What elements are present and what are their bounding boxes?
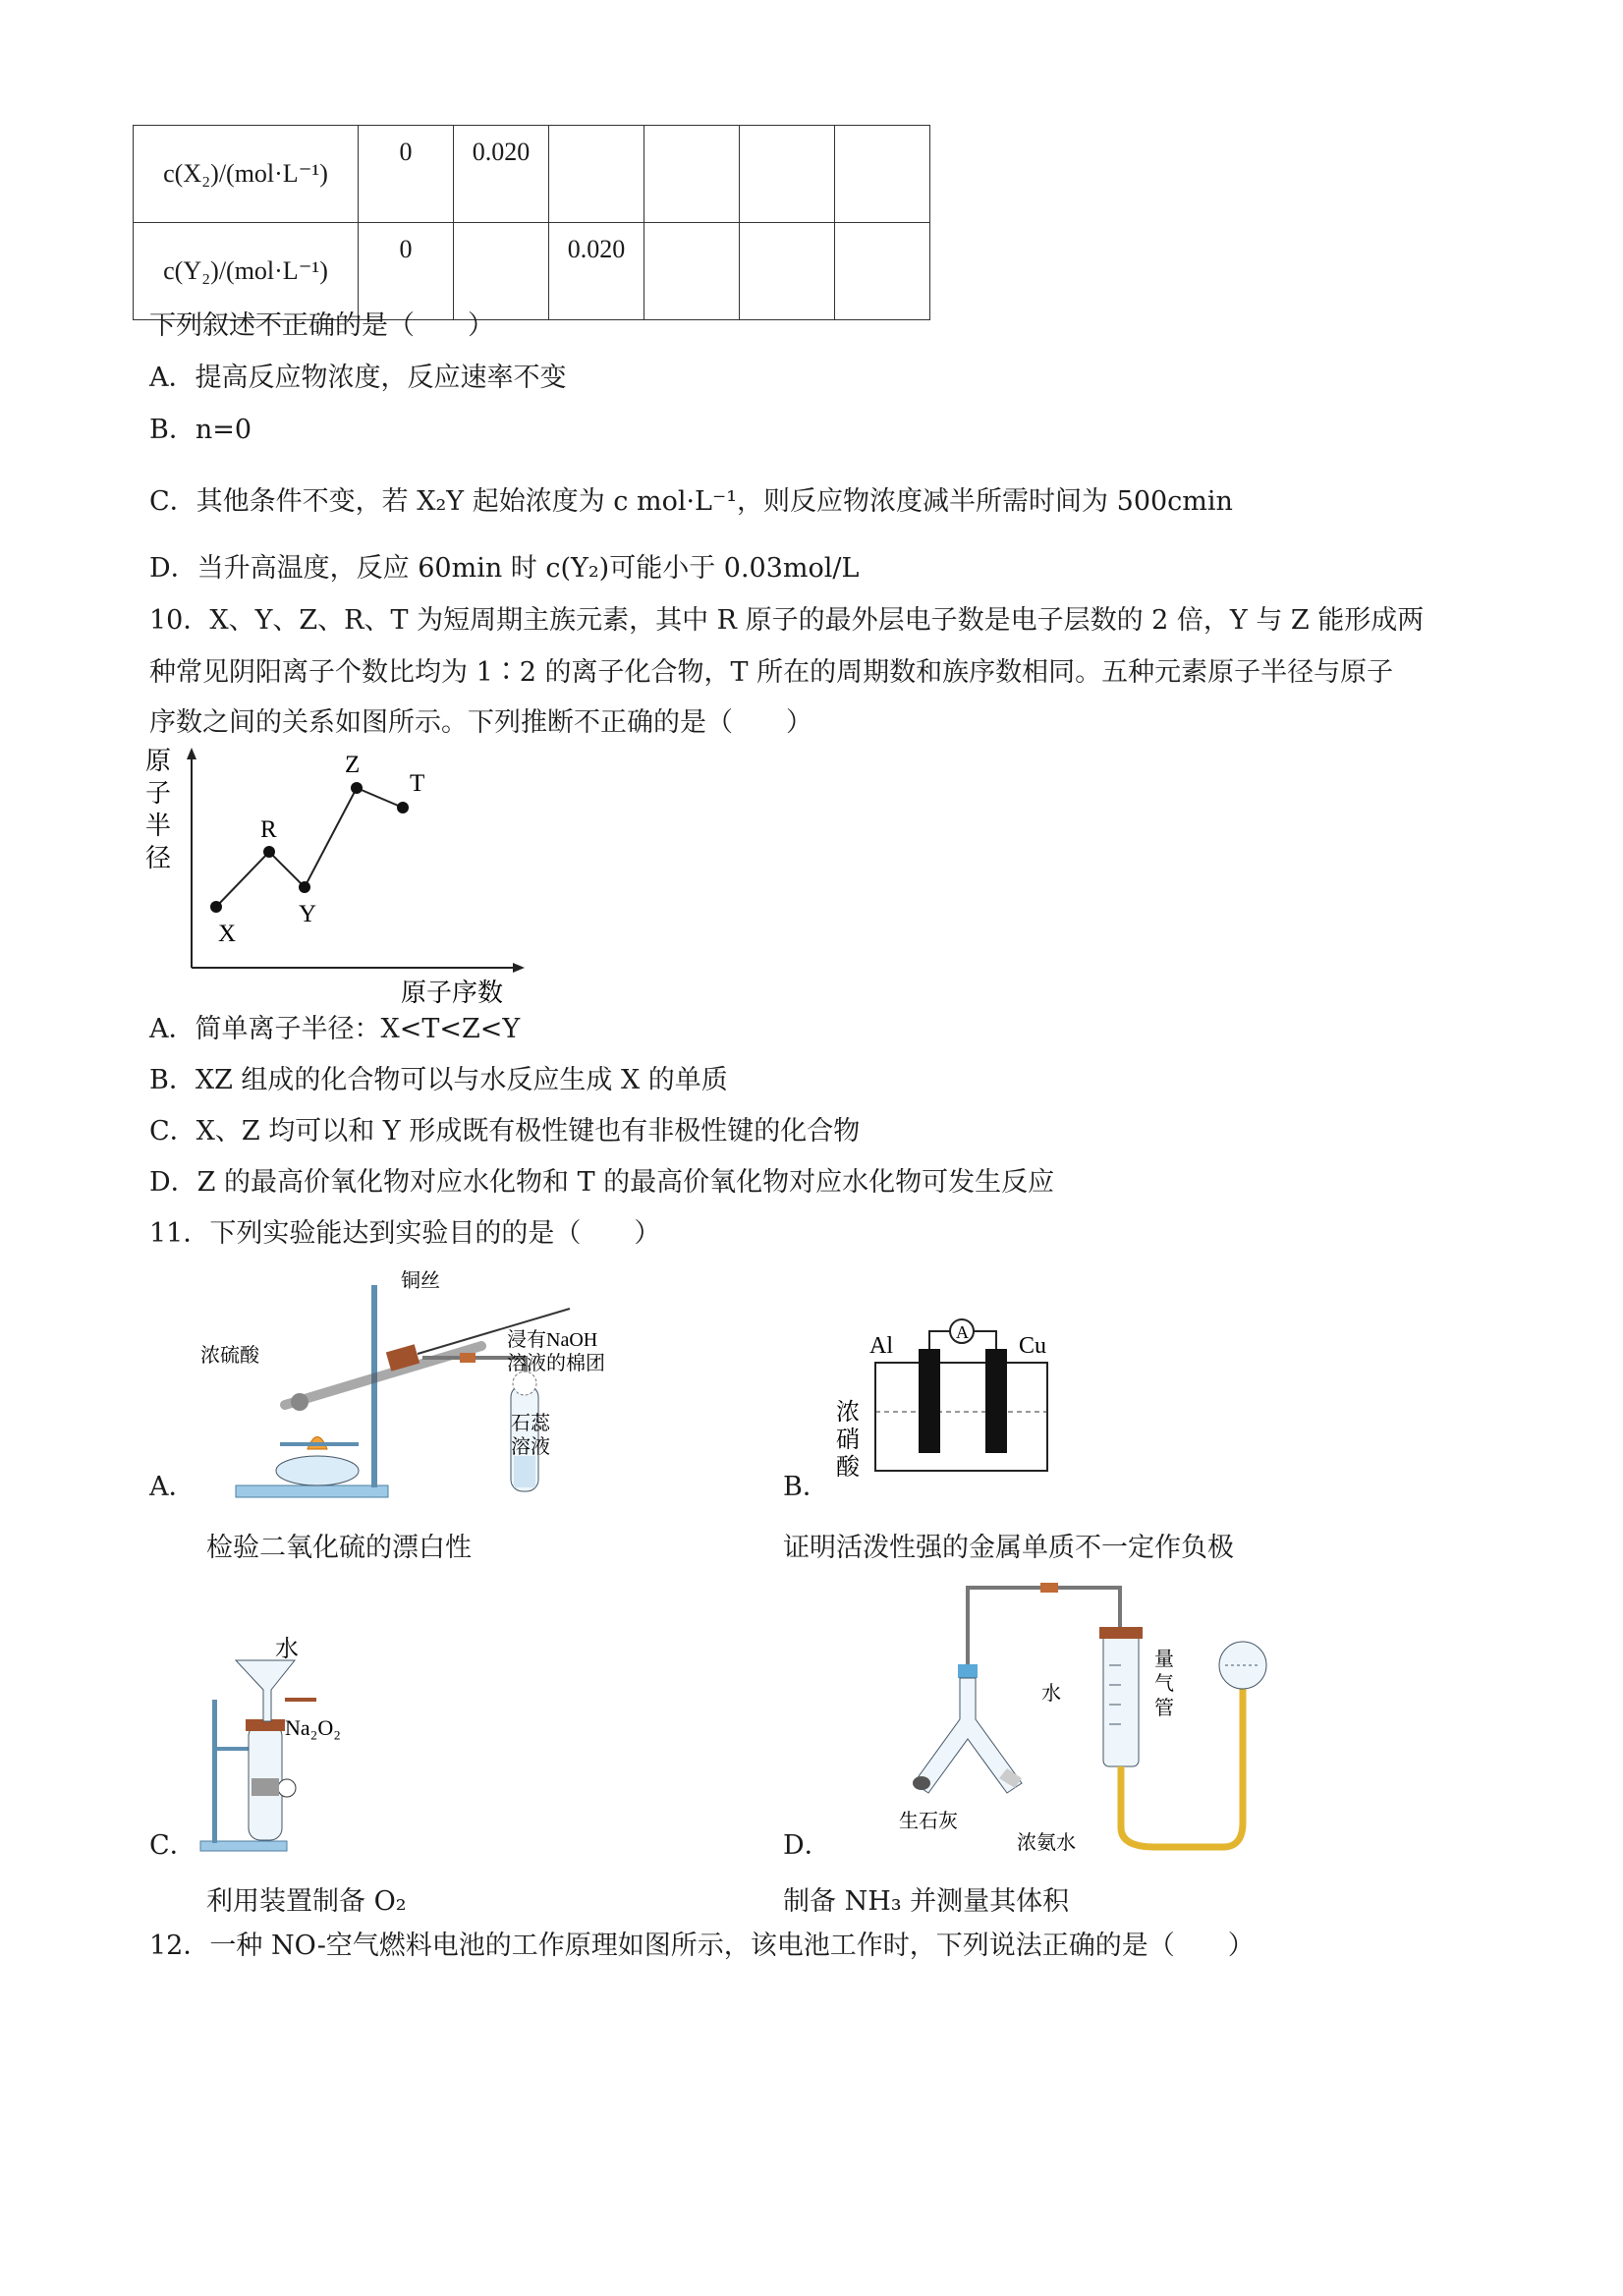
y-axis-label-1: 原	[145, 747, 172, 775]
q10-option-b: B．XZ 组成的化合物可以与水反应生成 X 的单质	[149, 1065, 728, 1095]
stand-rod	[371, 1285, 377, 1487]
point-r	[263, 846, 275, 858]
ammeter-label: A	[956, 1322, 969, 1342]
table-row	[134, 126, 930, 223]
table-cell: 0.020	[454, 126, 549, 223]
table-cell: 0	[359, 126, 454, 223]
label-na2o2: Na₂O₂	[285, 1715, 341, 1740]
q10-line-2: 种常见阴阳离子个数比均为 1∶2 的离子化合物，T 所在的周期数和族序数相同。五种元素原子半径与原子	[149, 657, 1394, 688]
label-conc-sulfuric: 浓硫酸	[200, 1345, 259, 1367]
point-x	[210, 901, 222, 913]
figure-a-letter: A．	[149, 1472, 196, 1502]
y-axis-label-4: 径	[145, 844, 172, 872]
acid-contents	[291, 1393, 308, 1411]
label-naoh-cotton-2: 溶液的棉团	[507, 1353, 605, 1374]
label-x: X	[218, 921, 237, 947]
table-cell	[835, 126, 930, 223]
na2o2-solid	[252, 1778, 279, 1796]
q9-option-a: A．提高反应物浓度，反应速率不变	[149, 363, 567, 393]
litmus-solution	[514, 1456, 535, 1487]
cu-electrode	[985, 1349, 1007, 1453]
stand-base	[236, 1485, 388, 1497]
table-cell	[740, 223, 835, 320]
q10-option-c: C．X、Z 均可以和 Y 形成既有极性键也有非极性键的化合物	[149, 1116, 861, 1147]
table-cell	[835, 223, 930, 320]
q9-option-d: D．当升高温度，反应 60min 时 c(Y₂)可能小于 0.03mol/L	[149, 553, 860, 584]
label-gas-tube-2: 气	[1154, 1673, 1174, 1695]
figure-d-caption: 制备 NH₃ 并测量其体积	[783, 1886, 1070, 1917]
concentration-table	[133, 125, 930, 320]
table-cell	[644, 126, 740, 223]
label-cu: Cu	[1019, 1333, 1047, 1359]
label-conc-nitric-1: 浓	[836, 1400, 860, 1426]
label-quicklime: 生石灰	[899, 1811, 958, 1832]
point-z	[351, 782, 363, 794]
rubber-joint	[1040, 1583, 1058, 1593]
label-litmus-1: 石蕊	[511, 1413, 550, 1434]
beaker	[875, 1363, 1047, 1471]
label-litmus-2: 溶液	[511, 1436, 550, 1458]
figure-c-caption: 利用装置制备 O₂	[206, 1886, 407, 1917]
al-electrode	[919, 1349, 940, 1453]
table-cell: 0.020	[549, 223, 644, 320]
separatory-funnel	[236, 1660, 295, 1721]
label-gas-tube-1: 量	[1154, 1649, 1174, 1670]
label-copper-wire: 铜丝	[401, 1270, 440, 1292]
x-axis-label: 原子序数	[401, 979, 504, 1007]
quicklime	[913, 1776, 930, 1790]
label-z: Z	[345, 752, 361, 778]
burette-stopper	[1099, 1627, 1143, 1639]
table-cell	[454, 223, 549, 320]
atomic-radius-chart	[138, 742, 550, 1012]
q10-line-3: 序数之间的关系如图所示。下列推断不正确的是（ ）	[149, 707, 812, 738]
table-cell	[549, 126, 644, 223]
alcohol-lamp	[276, 1456, 359, 1485]
gas-burette	[1103, 1631, 1139, 1766]
point-y	[299, 881, 310, 893]
q10-line-1: 10．X、Y、Z、R、T 为短周期主族元素，其中 R 原子的最外层电子数是电子层数的 2 倍，Y 与 Z 能形成两	[149, 605, 1425, 636]
label-y: Y	[299, 901, 317, 927]
table-cell	[740, 126, 835, 223]
label-r: R	[260, 816, 277, 843]
table-cell	[644, 223, 740, 320]
row-header: c(Y₂)/(mol·L⁻¹)	[134, 223, 359, 320]
q9-stem: 下列叙述不正确的是（ ）	[149, 310, 494, 341]
figure-d-apparatus	[830, 1572, 1312, 1867]
figure-b-caption: 证明活泼性强的金属单质不一定作负极	[783, 1533, 1234, 1563]
stopcock-icon	[278, 1779, 296, 1797]
table-row	[134, 223, 930, 320]
row-header: c(X₂)/(mol·L⁻¹)	[134, 126, 359, 223]
label-conc-nitric-3: 酸	[836, 1455, 860, 1479]
y-axis-arrow	[187, 748, 196, 759]
q12-stem: 12．一种 NO-空气燃料电池的工作原理如图所示，该电池工作时，下列说法正确的是（ ）	[149, 1931, 1255, 1961]
y-axis-label-2: 子	[145, 779, 172, 808]
delivery-tube	[968, 1588, 1120, 1670]
q10-option-d: D．Z 的最高价氧化物对应水化物和 T 的最高价氧化物对应水化物可发生反应	[149, 1167, 1055, 1198]
label-al: Al	[869, 1333, 893, 1359]
cotton-ball	[513, 1372, 536, 1395]
label-water: 水	[1041, 1683, 1061, 1705]
y-axis-label-3: 半	[145, 812, 172, 840]
figure-b-apparatus	[830, 1302, 1076, 1479]
label-conc-ammonia: 浓氨水	[1017, 1832, 1076, 1854]
label-water: 水	[275, 1637, 299, 1662]
figure-a-caption: 检验二氧化硫的漂白性	[206, 1533, 472, 1563]
label-conc-nitric-2: 硝	[836, 1428, 860, 1453]
label-naoh-cotton-1: 浸有NaOH	[507, 1329, 598, 1351]
figure-a-apparatus	[187, 1267, 648, 1503]
rubber-hose	[1121, 1688, 1243, 1847]
q10-option-a: A．简单离子半径：X<T<Z<Y	[149, 1014, 521, 1044]
y-tube-stopper	[958, 1664, 978, 1678]
rubber-joint	[460, 1353, 476, 1363]
label-gas-tube-3: 管	[1154, 1698, 1174, 1719]
figure-c-letter: C．	[149, 1830, 196, 1861]
label-t: T	[410, 770, 425, 797]
q11-stem: 11．下列实验能达到实验目的的是（ ）	[149, 1218, 661, 1249]
x-axis-arrow	[513, 963, 525, 973]
stand-rod	[212, 1700, 217, 1843]
figure-c-apparatus	[187, 1631, 373, 1859]
q9-option-c: C．其他条件不变，若 X₂Y 起始浓度为 c mol·L⁻¹，则反应物浓度减半所需时间为 500cmin	[149, 486, 1233, 517]
figure-d-letter: D．	[783, 1830, 831, 1861]
reaction-tube	[285, 1346, 481, 1405]
figure-b-letter: B．	[783, 1472, 829, 1502]
point-t	[397, 802, 409, 813]
q9-option-b: B．n=0	[149, 415, 252, 445]
table-cell: 0	[359, 223, 454, 320]
